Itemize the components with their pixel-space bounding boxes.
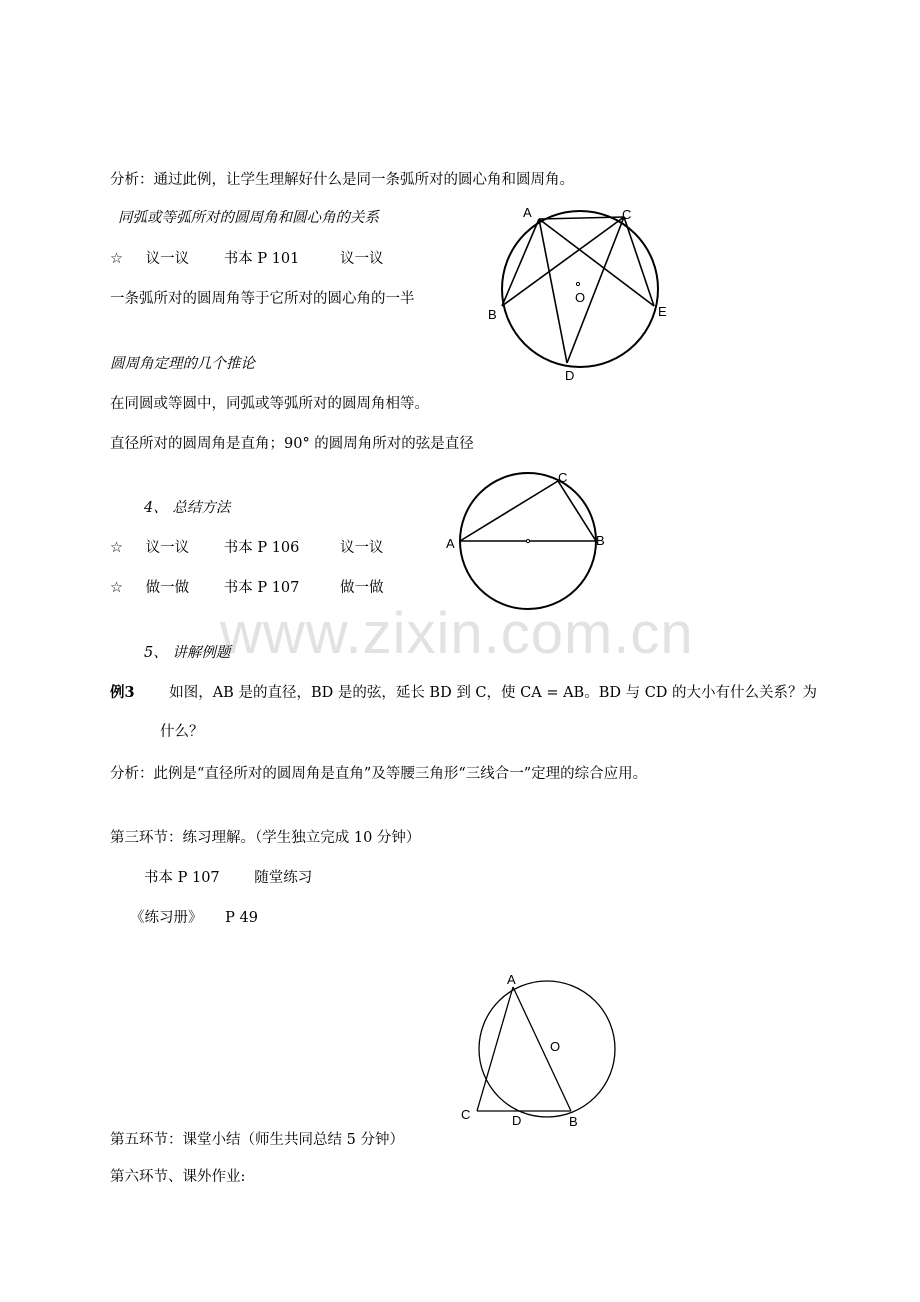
heading-corollaries: 圆周角定理的几个推论 [110, 356, 255, 372]
heading-example-explain: 5、 讲解例题 [144, 645, 231, 661]
example-text: 如图，AB 是的直径，BD 是的弦，延长 BD 到 C，使 CA = AB。BD 与 CD 的大小有什么关系？为 [169, 685, 818, 701]
center-point [526, 539, 529, 542]
book-page-ref: 书本 P 107 [223, 580, 300, 596]
label-a: A [446, 536, 455, 551]
do-row-1 [110, 578, 383, 598]
theorem-statement: 一条弧所对的圆周角等于它所对的圆心角的一半 [110, 291, 415, 307]
label-o: O [575, 290, 586, 305]
star-icon: ☆ [110, 580, 123, 596]
book-page-ref: 书本 P 107 [144, 870, 220, 886]
discuss-row-1 [110, 249, 383, 269]
figure-diameter-right-angle [440, 465, 620, 615]
book-page-ref: 书本 P 101 [223, 251, 300, 267]
section-3-title: 第三环节：练习理解。（学生独立完成 10 分钟） [110, 830, 421, 846]
label-c: C [558, 470, 568, 485]
analysis-paragraph-1: 分析：通过此例，让学生理解好什么是同一条弧所对的圆心角和圆周角。 [110, 172, 574, 188]
heading-arc-angle-relation: 同弧或等弧所对的圆周角和圆心角的关系 [118, 210, 379, 226]
label-a: A [523, 205, 532, 220]
label-c: C [622, 207, 632, 222]
star-icon: ☆ [110, 251, 123, 267]
exercise-row-1 [144, 868, 312, 888]
label-e: E [658, 304, 667, 319]
example-label: 例3 [110, 684, 135, 701]
corollary-2: 直径所对的圆周角是直角；90° 的圆周角所对的弦是直径 [110, 436, 474, 452]
chord-cb [558, 481, 596, 541]
discuss-row-2 [110, 538, 383, 558]
center-point [576, 282, 579, 285]
chord-ae [539, 219, 654, 306]
book-page-ref: 书本 P 106 [223, 540, 300, 556]
discuss-label: 议一议 [145, 251, 190, 267]
do-label: 做一做 [339, 580, 384, 596]
label-b: B [488, 307, 497, 322]
discuss-label: 议一议 [145, 540, 190, 556]
circle-outline [479, 981, 615, 1117]
section-6-title: 第六环节、课外作业: [110, 1169, 246, 1185]
figure-example-3 [455, 965, 625, 1130]
discuss-label: 议一议 [339, 251, 384, 267]
label-b: B [569, 1114, 578, 1129]
example-3 [110, 683, 817, 703]
label-c: C [461, 1107, 471, 1122]
workbook-page: P 49 [225, 910, 258, 926]
label-b: B [596, 533, 605, 548]
chord-ad [539, 219, 567, 363]
section-5-title: 第五环节：课堂小结（师生共同总结 5 分钟） [110, 1132, 404, 1148]
chord-ac [460, 481, 558, 541]
exercise-label: 随堂练习 [254, 870, 313, 886]
corollary-1: 在同圆或等圆中，同弧或等弧所对的圆周角相等。 [110, 396, 429, 412]
star-icon: ☆ [110, 540, 123, 556]
label-a: A [507, 972, 516, 987]
label-d: D [565, 368, 575, 383]
workbook-title: 《练习册》 [130, 910, 203, 926]
figure-inscribed-angles [480, 195, 700, 390]
chord-ce [624, 217, 654, 306]
heading-summary-method: 4、 总结方法 [144, 500, 231, 516]
watermark-text: www.zixin.com.cn [220, 601, 694, 666]
exercise-row-2 [130, 908, 258, 928]
do-label: 做一做 [145, 580, 190, 596]
analysis-paragraph-2: 分析：此例是“直径所对的圆周角是直角”及等腰三角形“三线合一”定理的综合应用。 [110, 766, 648, 782]
example-3-continuation: 什么？ [160, 724, 204, 740]
label-o: O [550, 1039, 561, 1054]
side-ab [513, 987, 571, 1111]
label-d: D [512, 1113, 522, 1128]
discuss-label: 议一议 [339, 540, 384, 556]
